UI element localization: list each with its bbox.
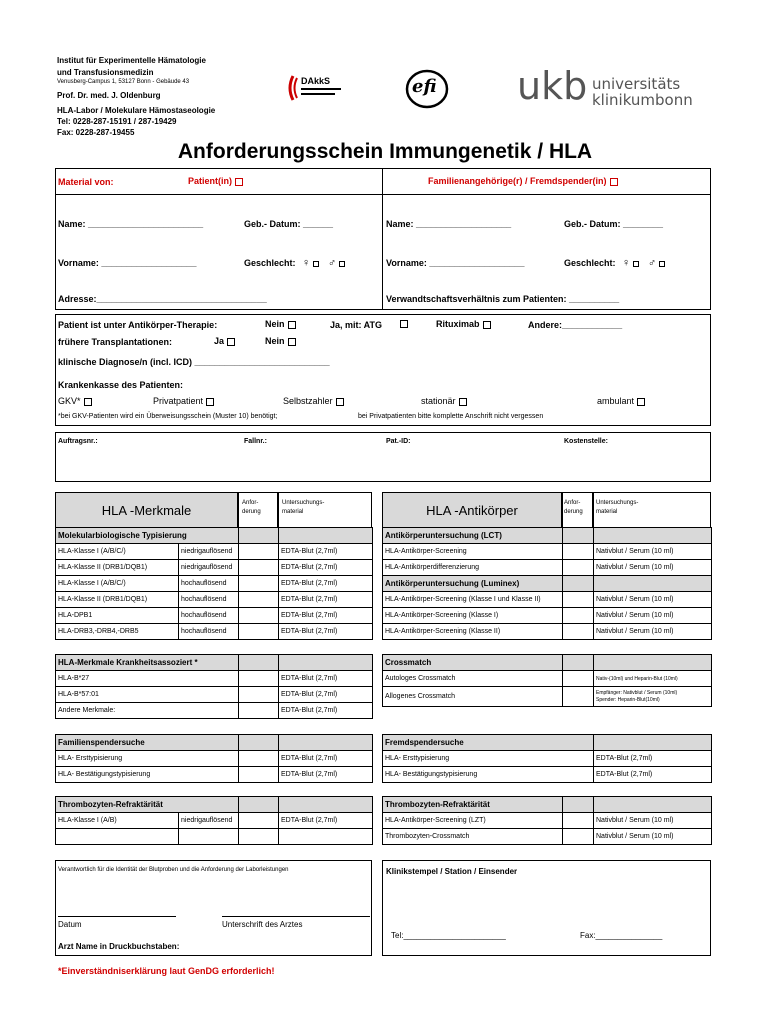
test-name[interactable]: Andere Merkmale:	[56, 703, 239, 719]
therapy-rituximab-label: Rituximab	[436, 319, 480, 329]
prof-name: Prof. Dr. med. J. Oldenburg	[57, 91, 161, 100]
test-name: HLA- Ersttypisierung	[56, 751, 239, 767]
table-row	[56, 544, 373, 560]
test-resolution: hochauflösend	[179, 608, 239, 624]
section-shade	[239, 797, 279, 813]
efi-logo-text: efi	[412, 76, 437, 97]
table-row	[383, 813, 712, 829]
section-title: Antikörperuntersuchung (LCT)	[383, 528, 563, 544]
left-col-mat-line-1: Untersuchungs-	[282, 500, 325, 506]
institute-line-2: und Transfusionsmedizin	[57, 68, 154, 77]
section-shade	[594, 576, 712, 592]
ukb-logo-line-2: klinikumbonn	[592, 91, 693, 109]
patient-gender-field	[244, 257, 345, 269]
donor-male-checkbox[interactable]	[659, 261, 665, 267]
table-row	[383, 592, 712, 608]
outpatient-option[interactable]	[597, 396, 645, 406]
test-resolution: hochauflösend	[179, 592, 239, 608]
test-material: Nativblut / Serum (10 ml)	[594, 829, 712, 845]
table-section-header	[56, 735, 373, 751]
dakks-logo-line-2	[301, 93, 335, 95]
section-title: Molekularbiologische Typisierung	[56, 528, 239, 544]
signature-line	[222, 916, 370, 917]
insurance-private-label: Privatpatient	[153, 396, 204, 406]
institute-address: Venusberg-Campus 1, 53127 Bonn - Gebäude 43	[57, 79, 190, 85]
section-shade	[594, 735, 712, 751]
test-resolution: hochauflösend	[179, 576, 239, 592]
table-section-header	[56, 528, 373, 544]
table-row	[383, 560, 712, 576]
donor-female-checkbox[interactable]	[633, 261, 639, 267]
insurance-gkv-label: GKV*	[58, 396, 81, 406]
test-name: HLA- Bestätigungstypisierung	[56, 767, 239, 783]
test-name: Autologes Crossmatch	[383, 671, 563, 687]
test-name: HLA-Antikörper-Screening (Klasse II)	[383, 624, 563, 640]
patient-firstname-field[interactable]: Vorname: ___________________	[58, 258, 197, 268]
consent-note: *Einverständniserklärung laut GenDG erforderlich!	[58, 966, 275, 976]
table-row	[56, 608, 373, 624]
page-title: Anforderungsschein Immungenetik / HLA	[177, 140, 593, 163]
left-table-typing	[55, 527, 373, 640]
lab-tel: Tel: 0228-287-15191 / 287-19429	[57, 117, 177, 126]
test-material: EDTA-Blut (2,7ml)	[279, 592, 373, 608]
order-checkbox-cell[interactable]	[563, 829, 594, 845]
right-table-title: HLA -Antikörper	[426, 503, 518, 518]
transplant-yes-option[interactable]	[214, 336, 235, 346]
insurance-private-checkbox[interactable]	[206, 398, 214, 406]
transplant-no-checkbox[interactable]	[288, 338, 296, 346]
insurance-private-option[interactable]	[153, 396, 214, 406]
table-row	[56, 767, 373, 783]
right-col-anf-line-2: derung	[564, 509, 583, 515]
table-row	[56, 576, 373, 592]
table-row	[383, 829, 712, 845]
therapy-block	[55, 314, 711, 426]
dakks-logo	[287, 72, 347, 104]
left-table-title: HLA -Merkmale	[101, 503, 192, 518]
test-material: EDTA-Blut (2,7ml)	[594, 751, 712, 767]
test-name: HLA-Antikörper-Screening (LZT)	[383, 813, 563, 829]
therapy-label: Patient ist unter Antikörper-Therapie:	[58, 320, 218, 330]
test-material: EDTA-Blut (2,7ml)	[279, 703, 373, 719]
private-note: bei Privatpatienten bitte komplette Anschrift nicht vergessen	[358, 413, 544, 420]
gkv-note: *bei GKV-Patienten wird ein Überweisungsschein (Muster 10) benötigt;	[58, 413, 278, 420]
therapy-no-label: Nein	[265, 319, 285, 329]
order-checkbox-cell[interactable]	[239, 703, 279, 719]
date-field[interactable]: Datum	[58, 920, 82, 929]
test-material: Nativblut / Serum (10 ml)	[594, 544, 712, 560]
patient-id-field[interactable]: Pat.-ID:	[386, 438, 411, 445]
inpatient-checkbox[interactable]	[459, 398, 467, 406]
order-checkbox-cell[interactable]	[239, 767, 279, 783]
table-row	[56, 829, 373, 845]
test-material: EDTA-Blut (2,7ml)	[279, 624, 373, 640]
right-col-mat-line-2: material	[596, 509, 618, 515]
test-material: Nativblut / Serum (10 ml)	[594, 608, 712, 624]
test-material: EDTA-Blut (2,7ml)	[279, 813, 373, 829]
therapy-atg-label: Ja, mit: ATG	[330, 320, 383, 330]
test-material: EDTA-Blut (2,7ml)	[279, 687, 373, 703]
transplant-no-label: Nein	[265, 336, 285, 346]
donor-birthdate-field[interactable]: Geb.- Datum: ________	[564, 219, 664, 229]
signature-field[interactable]: Unterschrift des Arztes	[222, 920, 303, 929]
order-checkbox-cell[interactable]	[563, 560, 594, 576]
clinic-stamp-label: Klinikstempel / Station / Einsender	[386, 867, 518, 876]
donor-firstname-field[interactable]: Vorname: ___________________	[386, 258, 525, 268]
test-name: HLA-Klasse I (A/B/C/)	[56, 576, 179, 592]
section-shade	[594, 797, 712, 813]
family-option[interactable]	[428, 176, 618, 186]
table-row	[383, 671, 712, 687]
test-resolution: niedrigauflösend	[179, 544, 239, 560]
test-material: EDTA-Blut (2,7ml)	[279, 560, 373, 576]
patient-name-field[interactable]: Name: _______________________	[58, 219, 204, 229]
table-section-header	[383, 528, 712, 544]
table-row	[383, 544, 712, 560]
test-name: HLA-Antikörper-Screening (Klasse I)	[383, 608, 563, 624]
lab-contact	[57, 105, 215, 138]
section-shade	[563, 797, 594, 813]
female-symbol: ♀	[622, 257, 631, 269]
table-section-header	[56, 655, 373, 671]
family-checkbox[interactable]	[610, 178, 618, 186]
order-checkbox-cell[interactable]	[563, 813, 594, 829]
test-name: HLA-Antikörper-Screening (Klasse I und Klasse II)	[383, 592, 563, 608]
table-row	[383, 767, 712, 783]
test-material: EDTA-Blut (2,7ml)	[279, 751, 373, 767]
test-material	[594, 687, 712, 707]
test-name: HLA-B*57:01	[56, 687, 239, 703]
test-material-line-1: Empfänger: Nativblut / Serum (10ml)	[596, 689, 678, 696]
left-col-anf-label	[242, 499, 261, 517]
table-row	[383, 687, 712, 707]
family-option-label: Familienangehörige(r) / Fremdspender(in)	[428, 176, 607, 186]
patient-option-label: Patient(in)	[188, 176, 232, 186]
test-material-line-2: Spender: Heparin-Blut(10ml)	[596, 696, 660, 703]
female-symbol: ♀	[302, 257, 311, 269]
test-resolution: niedrigauflösend	[179, 560, 239, 576]
empty-cell	[179, 829, 239, 845]
table-row	[383, 751, 712, 767]
table-row	[383, 608, 712, 624]
order-checkbox-cell[interactable]	[239, 544, 279, 560]
section-title: HLA-Merkmale Krankheitsassoziert *	[56, 655, 239, 671]
inpatient-option[interactable]	[421, 396, 467, 406]
test-material: Nativblut / Serum (10 ml)	[594, 592, 712, 608]
test-name: HLA-B*27	[56, 671, 239, 687]
test-name: HLA-DPB1	[56, 608, 179, 624]
left-table-platelet	[55, 796, 373, 845]
table-row	[56, 624, 373, 640]
institute-line-1: Institut für Experimentelle Hämatologie	[57, 56, 206, 65]
order-checkbox-cell[interactable]	[563, 687, 594, 707]
ukb-logo-line-1: universitäts	[592, 75, 681, 93]
patient-birthdate-field[interactable]: Geb.- Datum: ______	[244, 219, 334, 229]
table-section-header	[56, 797, 373, 813]
order-checkbox-cell[interactable]	[239, 608, 279, 624]
therapy-other-field[interactable]: Andere:____________	[528, 320, 623, 330]
transplant-yes-checkbox[interactable]	[227, 338, 235, 346]
lab-name: HLA-Labor / Molekulare Hämostaseologie	[57, 106, 216, 115]
order-checkbox-cell[interactable]	[239, 813, 279, 829]
relationship-field[interactable]: Verwandtschaftsverhältnis zum Patienten: __________	[386, 294, 620, 304]
empty-cell	[56, 829, 179, 845]
test-name: HLA-Antikörper-Screening	[383, 544, 563, 560]
right-col-anf-label	[564, 499, 583, 517]
right-table-platelet	[382, 796, 712, 845]
table-section-header	[383, 576, 712, 592]
insurance-self-checkbox[interactable]	[336, 398, 344, 406]
order-checkbox-cell[interactable]	[563, 608, 594, 624]
insurance-label: Krankenkasse des Patienten:	[58, 380, 184, 390]
section-shade	[279, 655, 373, 671]
table-row	[56, 671, 373, 687]
table-section-header	[383, 735, 712, 751]
male-symbol: ♂	[647, 257, 657, 269]
empty-cell	[239, 829, 279, 845]
material-label: Material von:	[58, 177, 114, 187]
dakks-logo-text: DAkkS	[301, 76, 331, 86]
order-block	[55, 432, 711, 482]
test-material: EDTA-Blut (2,7ml)	[279, 544, 373, 560]
test-name: Thrombozyten-Crossmatch	[383, 829, 563, 845]
test-material: EDTA-Blut (2,7ml)	[279, 608, 373, 624]
therapy-rituximab-checkbox[interactable]	[483, 321, 491, 329]
order-number-field[interactable]: Auftragsnr.:	[58, 438, 98, 445]
therapy-no-option[interactable]	[265, 319, 296, 329]
order-checkbox-cell[interactable]	[239, 592, 279, 608]
section-shade	[279, 797, 373, 813]
patient-block-divider	[55, 194, 711, 195]
section-shade	[563, 528, 594, 544]
therapy-atg-checkbox[interactable]	[400, 320, 408, 328]
section-shade	[279, 528, 373, 544]
test-name: HLA- Bestätigungstypisierung	[383, 767, 594, 783]
lab-fax: Fax: 0228-287-19455	[57, 128, 135, 137]
order-checkbox-cell[interactable]	[563, 671, 594, 687]
order-checkbox-cell[interactable]	[239, 576, 279, 592]
section-title: Familienspendersuche	[56, 735, 239, 751]
patient-gender-label: Geschlecht:	[244, 258, 296, 268]
patient-block	[55, 168, 711, 310]
test-material: Nativblut / Serum (10 ml)	[594, 624, 712, 640]
donor-name-field[interactable]: Name: ___________________	[386, 219, 512, 229]
date-line	[58, 916, 176, 917]
test-material: EDTA-Blut (2,7ml)	[279, 671, 373, 687]
order-checkbox-cell[interactable]	[239, 751, 279, 767]
diagnosis-field[interactable]: klinische Diagnose/n (incl. ICD) ___________________________	[58, 357, 330, 367]
table-section-header	[383, 655, 712, 671]
test-resolution: niedrigauflösend	[179, 813, 239, 829]
table-row	[56, 687, 373, 703]
transplant-label: frühere Transplantationen:	[58, 337, 173, 347]
insurance-self-label: Selbstzahler	[283, 396, 333, 406]
outpatient-label: ambulant	[597, 396, 635, 406]
clinic-tel-field[interactable]: Tel:_______________________	[391, 931, 506, 940]
patient-male-checkbox[interactable]	[339, 261, 345, 267]
order-checkbox-cell[interactable]	[239, 671, 279, 687]
section-title: Thrombozyten-Refraktärität	[383, 797, 563, 813]
insurance-self-option[interactable]	[283, 396, 344, 406]
case-number-field[interactable]: Fallnr.:	[244, 438, 267, 445]
left-table-family-donor	[55, 734, 373, 783]
section-shade	[594, 528, 712, 544]
test-material: Nativ-(10ml) und Heparin-Blut (10ml)	[594, 671, 712, 687]
outpatient-checkbox[interactable]	[637, 398, 645, 406]
patient-address-field[interactable]: Adresse:__________________________________	[58, 294, 267, 304]
patient-female-checkbox[interactable]	[313, 261, 319, 267]
donor-gender-field	[564, 257, 665, 269]
section-shade	[239, 655, 279, 671]
test-name: HLA- Ersttypisierung	[383, 751, 594, 767]
section-title: Antikörperuntersuchung (Luminex)	[383, 576, 563, 592]
inpatient-label: stationär	[421, 396, 456, 406]
patient-option[interactable]	[188, 176, 243, 186]
male-symbol: ♂	[327, 257, 337, 269]
cost-center-field[interactable]: Kostenstelle:	[564, 438, 608, 445]
order-checkbox-cell[interactable]	[239, 687, 279, 703]
order-checkbox-cell[interactable]	[563, 592, 594, 608]
left-col-anf-line-2: derung	[242, 509, 261, 515]
efi-logo	[404, 68, 450, 110]
doctor-name-field[interactable]: Arzt Name in Druckbuchstaben:	[58, 942, 180, 951]
order-checkbox-cell[interactable]	[239, 560, 279, 576]
patient-checkbox[interactable]	[235, 178, 243, 186]
table-row	[383, 624, 712, 640]
therapy-rituximab-option[interactable]	[436, 319, 491, 329]
order-checkbox-cell[interactable]	[563, 624, 594, 640]
test-name: Allogenes Crossmatch	[383, 687, 563, 707]
test-name: HLA-Klasse II (DRB1/DQB1)	[56, 560, 179, 576]
test-name: HLA-Antikörperdifferenzierung	[383, 560, 563, 576]
test-resolution: hochauflösend	[179, 624, 239, 640]
right-col-anf-line-1: Anfor-	[564, 500, 581, 506]
right-table-antibody	[382, 527, 712, 640]
left-col-mat-label	[282, 499, 324, 517]
ukb-logo: ukb	[517, 64, 588, 108]
right-table-crossmatch	[382, 654, 712, 707]
table-row	[56, 813, 373, 829]
section-shade	[594, 655, 712, 671]
test-name: HLA-Klasse I (A/B)	[56, 813, 179, 829]
section-shade	[563, 655, 594, 671]
left-col-mat-line-2: material	[282, 509, 304, 515]
insurance-gkv-checkbox[interactable]	[84, 398, 92, 406]
transplant-no-option[interactable]	[265, 336, 296, 346]
table-row	[56, 560, 373, 576]
table-section-header	[383, 797, 712, 813]
order-checkbox-cell[interactable]	[563, 544, 594, 560]
insurance-gkv-option[interactable]	[58, 396, 92, 406]
donor-gender-label: Geschlecht:	[564, 258, 616, 268]
ukb-logo-text	[592, 76, 693, 108]
order-checkbox-cell[interactable]	[239, 624, 279, 640]
patient-block-middle	[382, 168, 383, 310]
table-row	[56, 751, 373, 767]
left-table-disease	[55, 654, 373, 719]
responsibility-note: Verantwortlich für die Identität der Blutproben und die Anforderung der Laborleistungen	[58, 867, 289, 873]
therapy-no-checkbox[interactable]	[288, 321, 296, 329]
dakks-logo-line	[301, 88, 341, 90]
table-row	[56, 703, 373, 719]
section-shade	[563, 576, 594, 592]
test-material: EDTA-Blut (2,7ml)	[279, 767, 373, 783]
section-shade	[239, 528, 279, 544]
section-title: Fremdspendersuche	[383, 735, 594, 751]
section-shade	[279, 735, 373, 751]
institute-name	[57, 55, 206, 79]
right-col-mat-label	[596, 499, 638, 517]
table-row	[56, 592, 373, 608]
test-material: EDTA-Blut (2,7ml)	[279, 576, 373, 592]
right-table-unrelated-donor	[382, 734, 712, 783]
clinic-fax-field[interactable]: Fax:_______________	[580, 931, 663, 940]
section-title: Thrombozyten-Refraktärität	[56, 797, 239, 813]
left-col-anf-line-1: Anfor-	[242, 500, 259, 506]
test-material: EDTA-Blut (2,7ml)	[594, 767, 712, 783]
test-material: Nativblut / Serum (10 ml)	[594, 813, 712, 829]
section-shade	[239, 735, 279, 751]
test-material: Nativblut / Serum (10 ml)	[594, 560, 712, 576]
test-name: HLA-DRB3,-DRB4,-DRB5	[56, 624, 179, 640]
test-name: HLA-Klasse II (DRB1/DQB1)	[56, 592, 179, 608]
empty-cell	[279, 829, 373, 845]
right-col-mat-line-1: Untersuchungs-	[596, 500, 639, 506]
transplant-yes-label: Ja	[214, 336, 225, 346]
test-name: HLA-Klasse I (A/B/C/)	[56, 544, 179, 560]
section-title: Crossmatch	[383, 655, 563, 671]
